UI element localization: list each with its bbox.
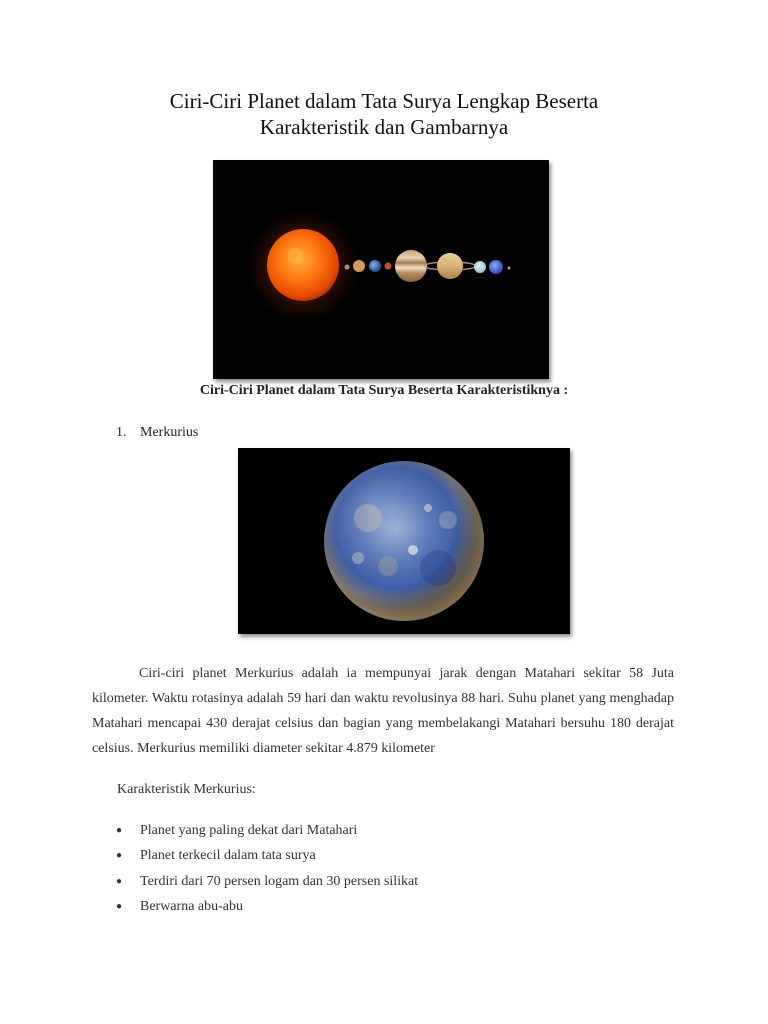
title-line-1: Ciri-Ciri Planet dalam Tata Surya Lengkap Beserta [169, 89, 599, 113]
list-item-label: Merkurius [140, 425, 199, 440]
title-line-2: Karakteristik dan Gambarnya [259, 115, 509, 139]
list-number: 1. [116, 425, 127, 440]
bullet-text: Terdiri dari 70 persen logam dan 30 persen silikat [140, 873, 419, 889]
list-item [116, 847, 418, 872]
characteristics-heading: Karakteristik Merkurius: [117, 782, 256, 797]
solar-system-image [213, 160, 549, 379]
solar-system-graphic [213, 160, 549, 379]
bullet-icon: ● [116, 850, 123, 862]
body-paragraph: Ciri-ciri planet Merkurius adalah ia mempunyai jarak dengan Matahari sekitar 58 Juta kilometer. Waktu rotasinya adalah 59 hari dan waktu revolusinya 88 hari. Suhu planet yang menghadap Matahari mencapai 430 derajat celsius dan bagian yang membelakangi Matahari bersuhu 180 derajat celsius. Merkurius memiliki diameter sekitar 4.879 kilometer [92, 666, 674, 756]
bullet-icon: ● [116, 900, 123, 912]
bullet-text: Planet yang paling dekat dari Matahari [140, 823, 358, 838]
document-title [96, 88, 672, 140]
bullet-icon: ● [116, 875, 123, 887]
list-item [116, 822, 418, 847]
characteristics-list [116, 822, 418, 923]
list-item [116, 873, 418, 898]
list-item [116, 898, 418, 923]
bullet-icon: ● [116, 825, 123, 836]
figure-caption: Ciri-Ciri Planet dalam Tata Surya Beserta Karakteristiknya : [199, 383, 569, 398]
bullet-text: Berwarna abu-abu [140, 898, 244, 914]
numbered-list-item [116, 424, 198, 442]
bullet-text: Planet terkecil dalam tata surya [140, 848, 316, 864]
mercury-image [238, 448, 570, 634]
mercury-graphic [238, 448, 570, 634]
